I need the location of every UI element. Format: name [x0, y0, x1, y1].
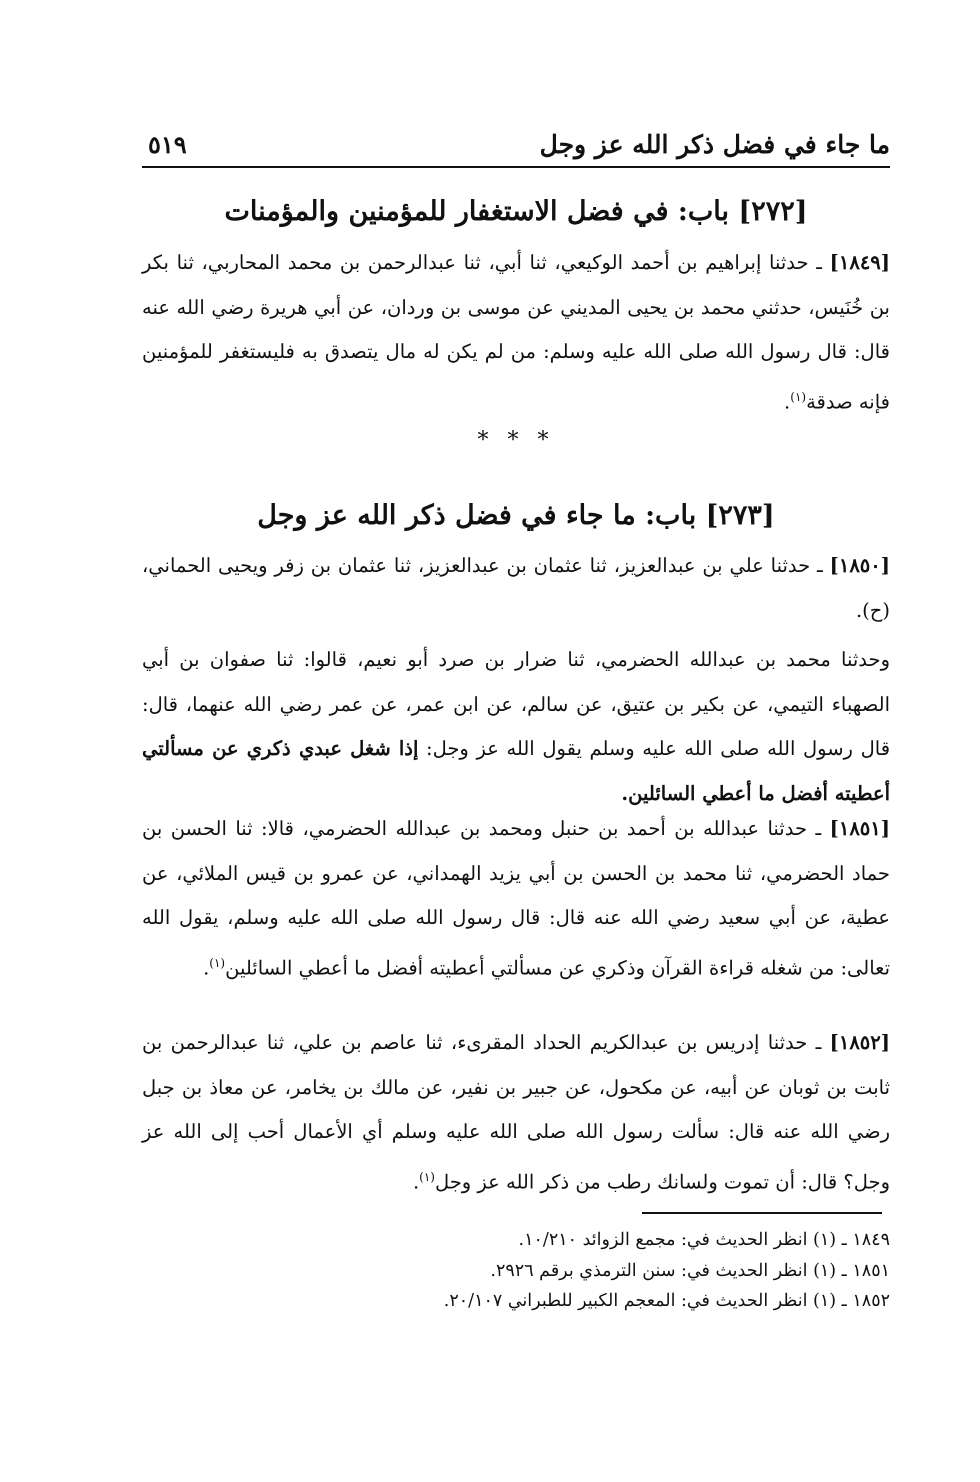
section-title-273: [٢٧٣] باب: ما جاء في فضل ذكر الله عز وجل: [257, 500, 775, 531]
footnote-divider: [642, 1212, 882, 1214]
footnote-ref: (١): [419, 1169, 435, 1184]
running-header: [142, 126, 890, 168]
hadith-number: [١٨٥٢]: [829, 1031, 890, 1054]
page-number: ٥١٩: [148, 130, 187, 159]
footnote-1851: ١٨٥١ ـ (١) انظر الحديث في: سنن الترمذي برقم ٢٩٢٦.: [490, 1260, 890, 1281]
hadith-text: ـ حدثنا إدريس بن عبدالكريم الحداد المقرىء، ثنا عاصم بن علي، ثنا عبدالرحمن بن ثابت بن ثوبان عن أبيه، عن مكحول، عن جبير بن نفير، عن مالك بن يخامر، عن معاذ بن جبل رضي الله عنه قال: سألت رسول الله صلى الله عليه وسلم أي الأعمال أحب إلى الله عز وجل؟ قال: أن تموت ولسانك رطب من ذكر الله عز وجل: [142, 1031, 890, 1193]
hadith-number: [١٨٥٠]: [829, 554, 890, 577]
hadith-text: ـ حدثنا علي بن عبدالعزيز، ثنا عثمان بن عبدالعزيز، ثنا عثمان بن زفر ويحيى الحماني، (ح).: [142, 554, 890, 622]
running-header-title: ما جاء في فضل ذكر الله عز وجل: [539, 130, 890, 159]
footnote-ref: (١): [209, 955, 226, 970]
hadith-text: ـ حدثنا إبراهيم بن أحمد الوكيعي، ثنا أبي، ثنا عبدالرحمن بن محمد المحاربي، ثنا بكر بن خُنَيس، حدثني محمد بن يحيى المديني عن موسى بن وردان، عن أبي هريرة رضي الله عنه قال: قال رسول الله صلى الله عليه وسلم: من لم يكن له مال يتصدق به فليستغفر للمؤمنين فإنه صدقة: [142, 251, 890, 413]
hadith-number: [١٨٤٩]: [829, 251, 891, 274]
footnote-1849: ١٨٤٩ ـ (١) انظر الحديث في: مجمع الزوائد ١٠/٢١٠.: [518, 1230, 890, 1250]
hadith-1850-continuation: [142, 638, 890, 816]
hadith-1850: [142, 544, 890, 633]
footnote-ref: (١): [790, 389, 807, 404]
section-title-272: [٢٧٢] باب: في فضل الاستغفار للمؤمنين والمؤمنات: [224, 196, 808, 227]
hadith-number: [١٨٥١]: [829, 817, 890, 840]
section-separator: * * *: [477, 428, 555, 453]
hadith-bold-text: إذا شغل عبدي ذكري عن مسألتي أعطيته أفضل ما أعطي السائلين.: [142, 737, 890, 805]
hadith-1849: [142, 241, 890, 425]
hadith-tail: .: [412, 1170, 420, 1193]
hadith-tail: .: [203, 956, 210, 979]
footnote-1852: ١٨٥٢ ـ (١) انظر الحديث في: المعجم الكبير للطبراني ٢٠/١٠٧.: [443, 1291, 890, 1311]
footnotes: [444, 1225, 890, 1317]
hadith-1851: [142, 807, 890, 991]
hadith-1852: [142, 1021, 890, 1205]
hadith-text: وحدثنا محمد بن عبدالله الحضرمي، ثنا ضرار بن صرد أبو نعيم، قالوا: ثنا صفوان بن أبي الصهباء التيمي، عن بكير بن عتيق، عن سالم، عن ابن عمر، عن عمر رضي الله عنهما، قال: قال رسول الله صلى الله عليه وسلم يقول الله عز وجل:: [142, 648, 891, 760]
hadith-text: ـ حدثنا عبدالله بن أحمد بن حنبل ومحمد بن عبدالله الحضرمي، قالا: ثنا الحسن بن حماد الحضرمي، ثنا محمد بن الحسن بن أبي يزيد الهمداني، عن عمرو بن قيس الملائي، عن عطية، عن أبي سعيد رضي الله عنه قال: قال رسول الله صلى الله عليه وسلم، يقول الله تعالى: من شغله قراءة القرآن وذكري عن مسألتي أعطيته أفضل ما أعطي السائلين: [142, 817, 890, 979]
hadith-tail: .: [784, 390, 791, 413]
